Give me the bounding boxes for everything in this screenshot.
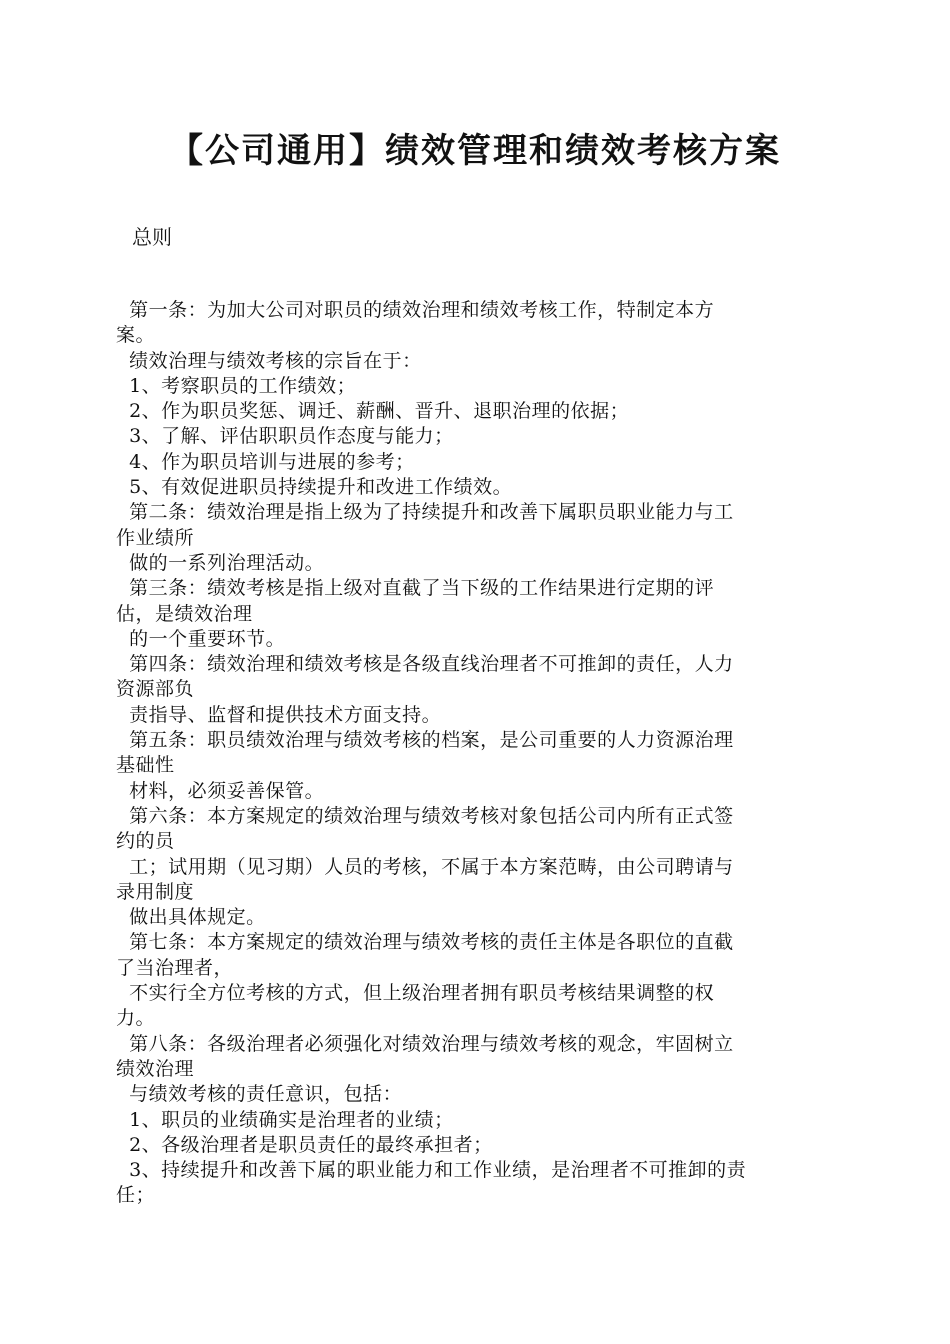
body-line: 作业绩所 xyxy=(116,526,195,549)
body-line: 第六条：本方案规定的绩效治理与绩效考核对象包括公司内所有正式签 xyxy=(116,804,734,827)
body-line: 材料，必须妥善保管。 xyxy=(116,779,325,802)
section-heading: 总则 xyxy=(132,225,172,249)
body-line: 责指导、监督和提供技术方面支持。 xyxy=(116,703,442,726)
body-line: 第一条：为加大公司对职员的绩效治理和绩效考核工作，特制定本方 xyxy=(116,299,715,321)
document-body xyxy=(116,298,828,1209)
body-line: 第五条：职员绩效治理与绩效考核的档案，是公司重要的人力资源治理 xyxy=(116,729,734,752)
body-line: 的一个重要环节。 xyxy=(116,627,286,650)
body-line: 1、职员的业绩确实是治理者的业绩； xyxy=(116,1108,454,1131)
body-line: 第七条：本方案规定的绩效治理与绩效考核的责任主体是各职位的直截 xyxy=(116,931,734,954)
body-line: 与绩效考核的责任意识，包括： xyxy=(116,1083,403,1106)
body-line: 第三条：绩效考核是指上级对直截了当下级的工作结果进行定期的评 xyxy=(116,577,715,600)
body-line: 3、了解、评估职职员作态度与能力； xyxy=(116,425,454,448)
body-line: 不实行全方位考核的方式，但上级治理者拥有职员考核结果调整的权 xyxy=(116,982,715,1005)
body-line: 力。 xyxy=(116,1007,156,1030)
body-line: 第二条：绩效治理是指上级为了持续提升和改善下属职员职业能力与工 xyxy=(116,501,734,524)
body-line: 5、有效促进职员持续提升和改进工作绩效。 xyxy=(116,476,513,499)
body-line: 估，是绩效治理 xyxy=(116,602,253,625)
body-line: 案。 xyxy=(116,324,156,347)
body-line: 2、各级治理者是职员责任的最终承担者； xyxy=(116,1133,493,1156)
body-line: 做出具体规定。 xyxy=(116,906,266,929)
body-line: 录用制度 xyxy=(116,880,195,903)
body-line: 工；试用期（见习期）人员的考核，不属于本方案范畴，由公司聘请与 xyxy=(116,855,734,878)
body-line: 基础性 xyxy=(116,754,175,777)
body-line: 2、作为职员奖惩、调迁、薪酬、晋升、退职治理的依据； xyxy=(116,400,630,423)
body-line: 3、持续提升和改善下属的职业能力和工作业绩，是治理者不可推卸的责 xyxy=(116,1159,747,1182)
body-line: 了当治理者， xyxy=(116,956,234,979)
body-line: 任； xyxy=(116,1184,156,1207)
body-line: 绩效治理与绩效考核的宗旨在于： xyxy=(116,349,422,372)
document-title: 【公司通用】绩效管理和绩效考核方案 xyxy=(169,131,781,171)
body-line: 第四条：绩效治理和绩效考核是各级直线治理者不可推卸的责任，人力 xyxy=(116,653,734,676)
body-line: 4、作为职员培训与进展的参考； xyxy=(116,450,415,473)
body-line: 绩效治理 xyxy=(116,1057,195,1080)
body-line: 资源部负 xyxy=(116,678,195,701)
body-line: 约的员 xyxy=(116,830,175,853)
body-line: 第八条：各级治理者必须强化对绩效治理与绩效考核的观念，牢固树立 xyxy=(116,1032,734,1055)
body-line: 1、考察职员的工作绩效； xyxy=(116,374,357,397)
body-line: 做的一系列治理活动。 xyxy=(116,551,325,574)
